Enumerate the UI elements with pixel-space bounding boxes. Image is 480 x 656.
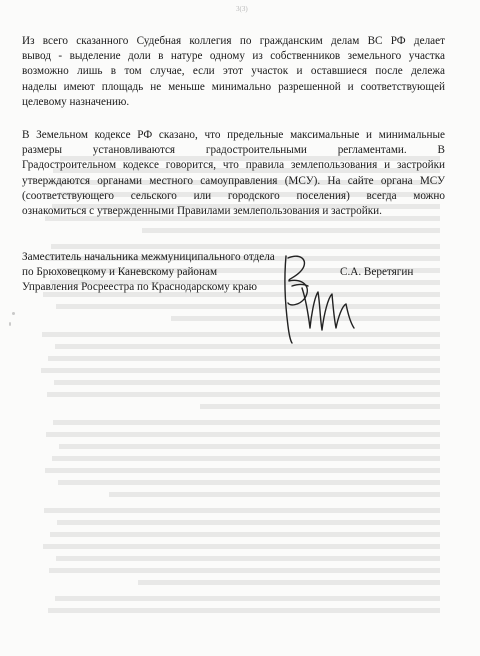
bleed-line [57,520,440,525]
bleed-line [51,244,440,249]
paragraph-line: вывод - выделение доли в натуре одному из собственников земельного участка [22,50,445,63]
paragraph-line: Градостроительном кодексе говорится, что правила землепользования и застройки [22,159,445,172]
bleed-line [200,404,440,409]
bleed-line [138,580,440,585]
bleed-line [50,532,440,537]
bleed-line [47,392,440,397]
paragraph-line: В Земельном кодексе РФ сказано, что предельные максимальные и минимальные [22,129,445,142]
signature-block [22,250,452,296]
bleed-line [59,444,440,449]
bleed-line [48,356,440,361]
letter-body [22,34,445,237]
signatory-name: С.А. Веретягин [340,266,414,278]
bleed-line [45,468,440,473]
paragraph-2 [22,128,445,219]
bleed-line [44,508,440,513]
page-mark: 3(3) [236,5,248,13]
paragraph-line: возможно лишь в том случае, если этот участок и оставшиеся после дележа [22,65,445,78]
paragraph-line: ознакомиться с утвержденными Правилами землепользования и застройки. [22,205,382,218]
bleed-line [48,608,440,613]
bleed-line [52,456,440,461]
bleed-line [55,344,440,349]
paragraph-line: утверждаются органами местного самоуправления (МСУ). На сайте органа МСУ [22,174,445,187]
signatory-title-line: Заместитель начальника межмуниципального отдела [22,251,275,263]
bleed-line [58,480,440,485]
bleed-line [46,432,440,437]
bleed-line [55,596,440,601]
paragraph-line: наделы имеют площадь не меньше минимально разрешенной и соответствующей [22,80,445,93]
bleed-line [109,492,440,497]
paragraph-line: (соответствующего сельского или городского поселения) всегда можно [22,189,445,202]
paragraph-line: Из всего сказанного Судебная коллегия по гражданским делам ВС РФ делает [22,35,445,47]
paragraph-1 [22,34,445,110]
bleed-line [43,544,440,549]
bleed-line [49,568,440,573]
bleed-line [56,304,440,309]
signatory-title-line: по Брюховецкому и Каневскому районам [22,266,218,279]
signatory-title-line: Управления Росреестра по Краснодарскому краю [22,281,257,294]
paragraph-line: целевому назначению. [22,95,130,108]
bleed-line [56,556,440,561]
handwritten-signature [272,248,362,348]
scan-speck [9,322,11,326]
bleed-line [54,380,440,385]
bleed-line [41,368,440,373]
bleed-line [42,332,440,337]
scan-speck [12,312,15,315]
bleed-line [53,420,440,425]
paragraph-line: размеры установливаются градостроительными регламентами. В [22,144,445,157]
